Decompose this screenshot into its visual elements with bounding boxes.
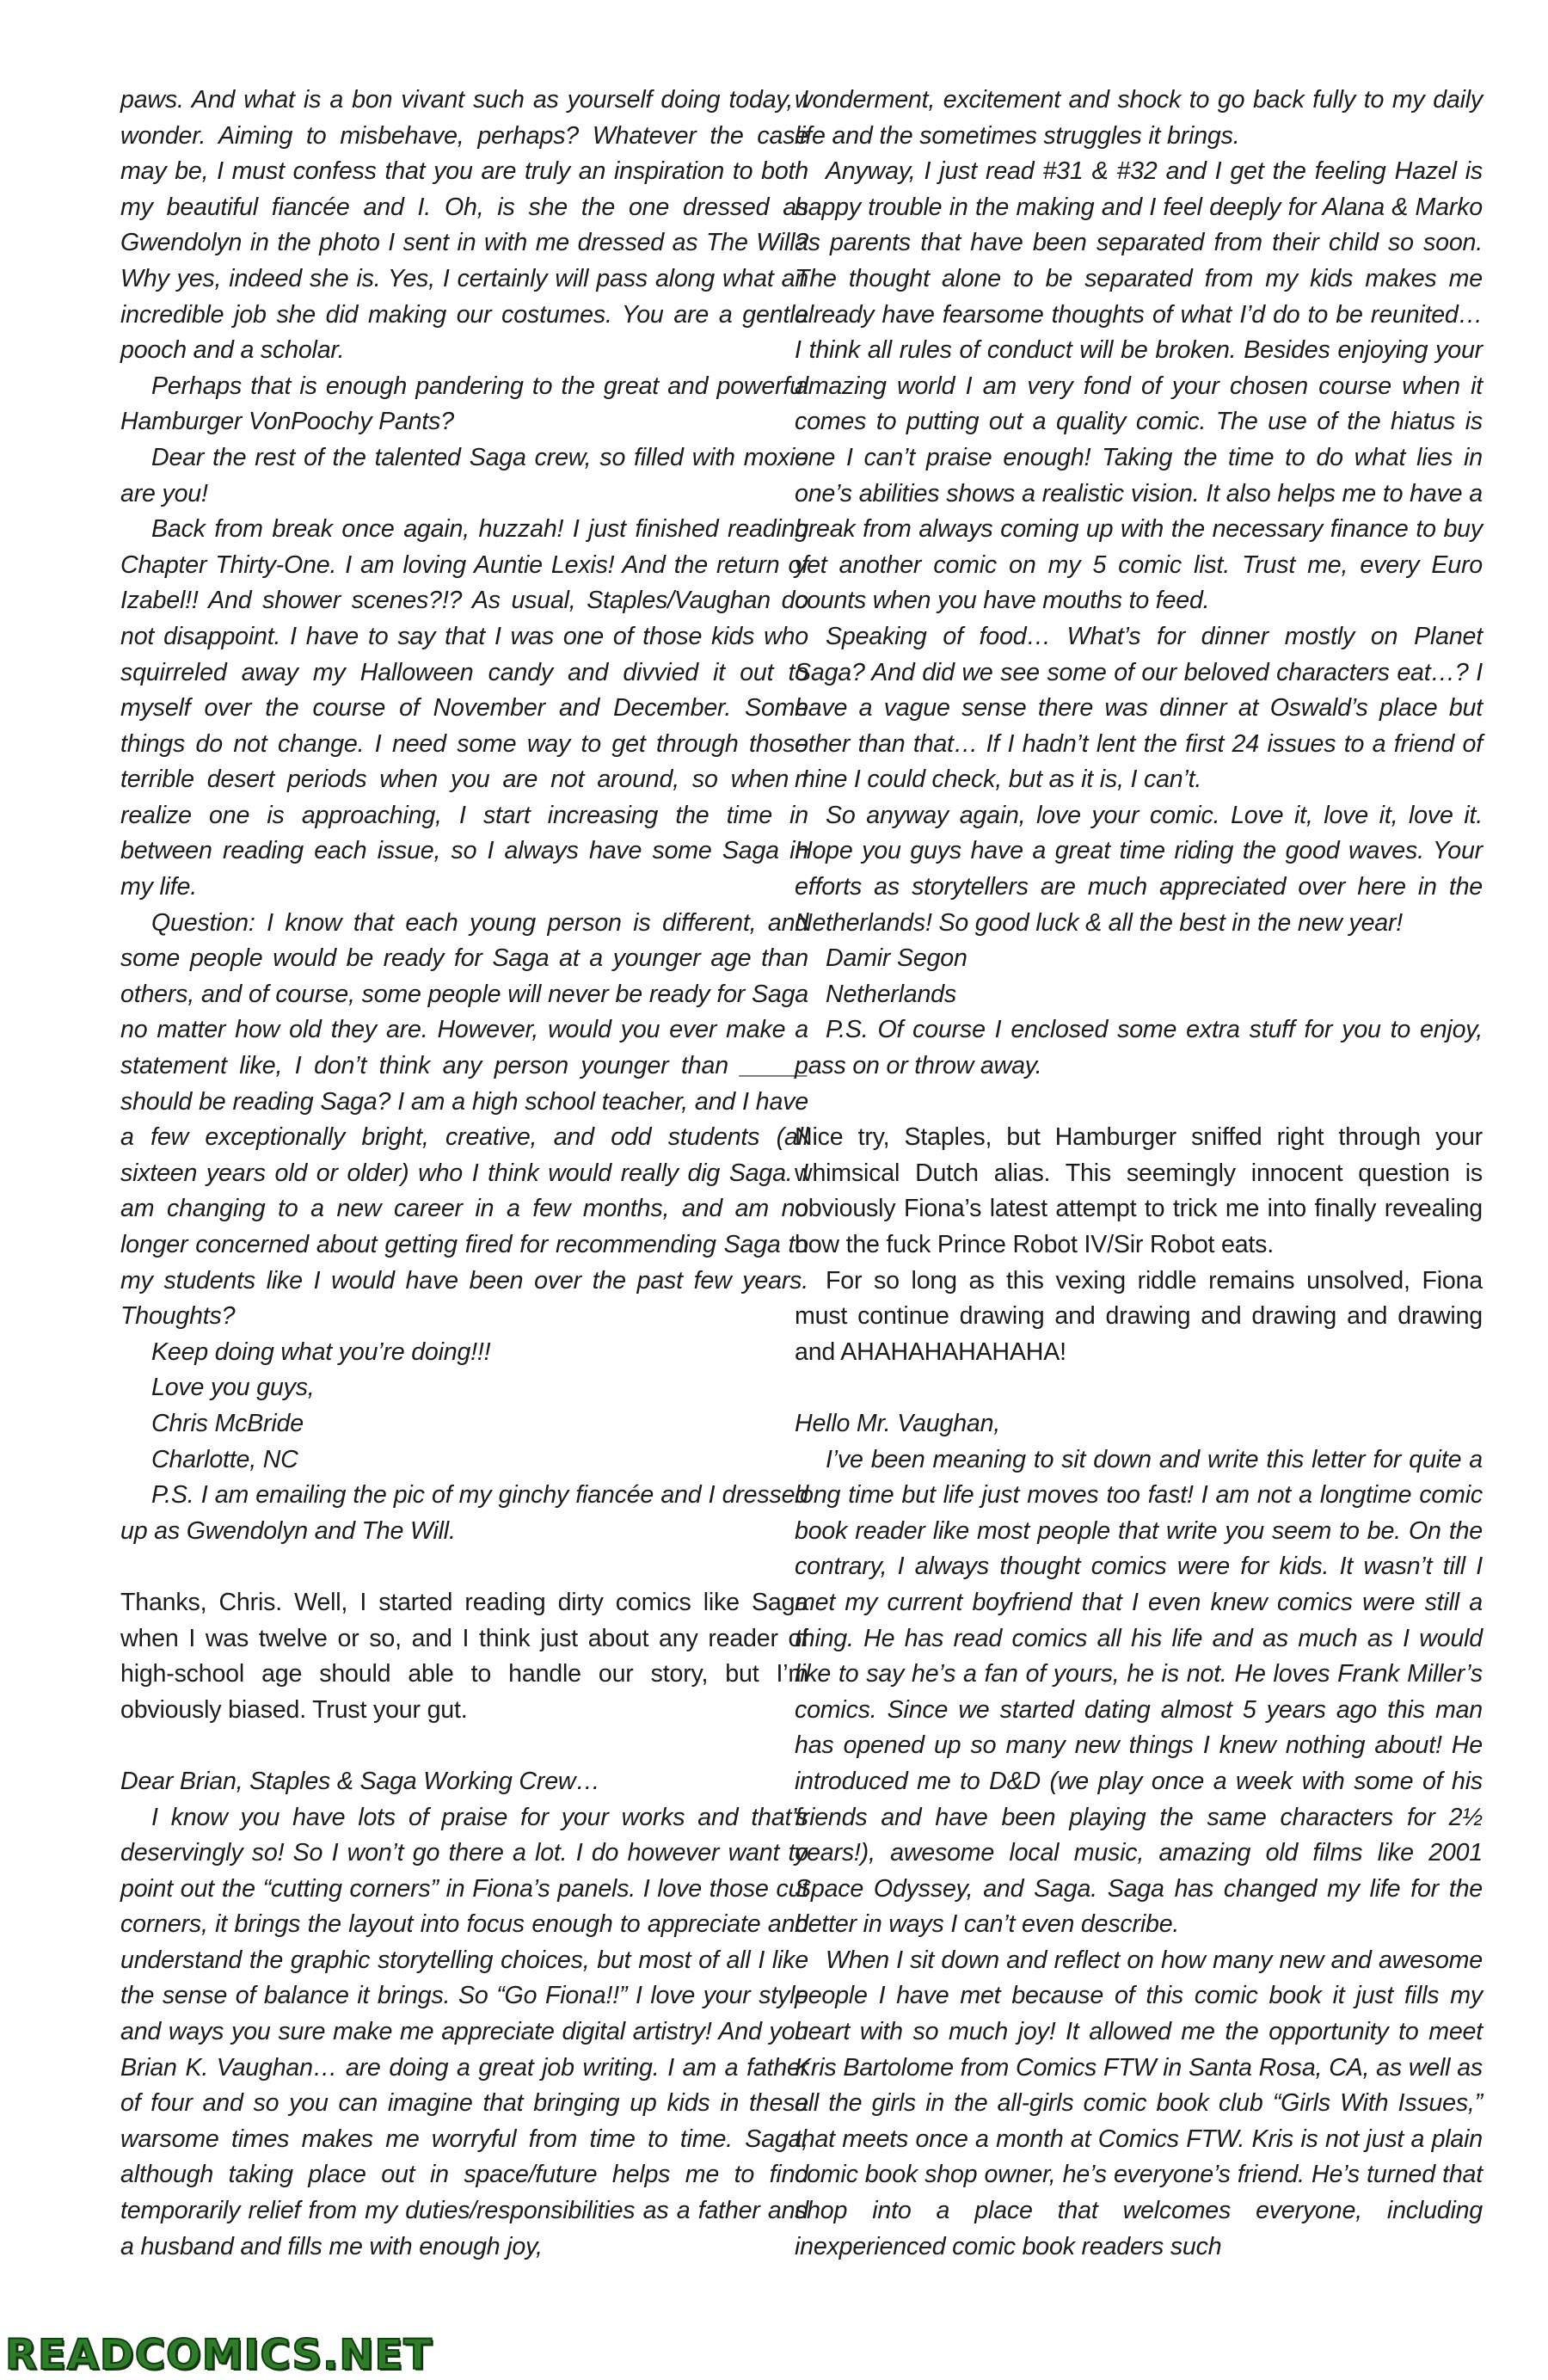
letter-salutation: Hello Mr. Vaughan, [795,1409,1001,1437]
letter-paragraph: Back from break once again, huzzah! I just finished reading Chapter Thirty-One. I am loving Auntie Lexis! And the return of Izabel!! And shower scenes?!? As usual, Staples/Vaughan do not disappoint. I have to say that I was one of those kids who squirreled away my Halloween candy and divvied it out to myself over the course of November and December. Some things do not change. I need some way to get through those terrible desert periods when you are not around, so when I realize one is approaching, I start increasing the time in between reading each issue, so I always have some Saga in my life. [120,515,808,901]
letter-paragraph: So anyway again, love your comic. Love it, love it, love it. Hope you guys have a great time riding the good waves. Your efforts as storytellers are much appreciated over here in the Netherlands! So good luck & all the best in the new year! [795,801,1483,937]
letter-author: Chris McBride [151,1409,304,1437]
letter-signoff: Keep doing what you’re doing!!! [151,1338,491,1366]
letter-salutation: Dear Brian, Staples & Saga Working Crew… [120,1767,600,1795]
letter-paragraph: I’ve been meaning to sit down and write this letter for quite a long time but life just moves too fast! I am not a longtime comic book reader like most people that write you seem to be. On the contrary, I always thought comics were for kids. It wasn’t till I met my current boyfriend that I even knew comics were still a thing. He has read comics all his life and as much as I would like to say he’s a fan of yours, he is not. He loves Frank Miller’s comics. Since we started dating almost 5 years ago this man has opened up so many new things I knew nothing about! He introduced me to D&D (we play once a week with some of his friends and have been playing the same characters for 2½ years!), awesome local music, amazing old films like 2001 Space Odyssey, and Saga. Saga has changed my life for the better in ways I can’t even describe. [795,1445,1483,1939]
spacer [120,1728,808,1764]
editor-reply: Thanks, Chris. Well, I started reading dirty comics like Saga when I was twelve or so, and I think just about any reader of high-school age should able to handle our story, but I’m obviously biased. Trust your gut. [120,1588,808,1724]
letter-paragraph: Speaking of food… What’s for dinner mostly on Planet Saga? And did we see some of our beloved characters eat…? I have a vague sense there was dinner at Oswald’s place but other than that… If I hadn’t lent the first 24 issues to a friend of mine I could check, but as it is, I can’t. [795,622,1483,794]
letter-paragraph: Question: I know that each young person is different, and some people would be ready for Saga at a younger age than others, and of course, some people will never be ready for Saga no matter how old they are. However, would you ever make a statement like, I don’t think any person younger than _____ should be reading Saga? I am a high school teacher, and I have a few exceptionally bright, creative, and odd students (all sixteen years old or older) who I think would really dig Saga. I am changing to a new career in a few months, and am no longer concerned about getting fired for recommending Saga to my students like I would have been over the past few years. Thoughts? [120,908,808,1331]
spacer [795,1085,1483,1121]
letter-postscript: P.S. I am emailing the pic of my ginchy fiancée and I dressed up as Gwendolyn and The Will. [120,1481,808,1545]
left-column [120,83,808,2265]
letter-paragraph: Anyway, I just read #31 & #32 and I get the feeling Hazel is happy trouble in the making and I feel deeply for Alana & Marko as parents that have been separated from their child so soon. The thought alone to be separated from my kids makes me already have fearsome thoughts of what I’d do to be reunited… I think all rules of conduct will be broken. Besides enjoying your amazing world I am very fond of your chosen course when it comes to putting out a quality comic. The use of the hiatus is one I can’t praise enough! Taking the time to do what lies in one’s abilities shows a realistic vision. It also helps me to have a break from always coming up with the necessary finance to buy yet another comic on my 5 comic list. Trust me, every Euro counts when you have mouths to feed. [795,157,1483,615]
editor-reply: For so long as this vexing riddle remains unsolved, Fiona must continue drawing and drawing and drawing and drawing and AHAHAHAHAHAHA! [795,1266,1483,1366]
letter-paragraph: When I sit down and reflect on how many new and awesome people I have met because of this comic book it just fills my heart with so much joy! It allowed me the opportunity to meet Kris Bartolome from Comics FTW in Santa Rosa, CA, as well as all the girls in the all-girls comic book club “Girls With Issues,” that meets once a month at Comics FTW. Kris is not just a plain comic book shop owner, he’s everyone’s friend. He’s turned that shop into a place that welcomes everyone, including inexperienced comic book readers such [795,1946,1483,2260]
letter-author: Damir Segon [826,944,968,973]
watermark-logo: READCOMICS.NET [5,2331,433,2379]
letter-paragraph: Dear the rest of the talented Saga crew, so filled with moxie are you! [120,443,808,507]
letter-location: Charlotte, NC [151,1445,298,1473]
letter-paragraph: Perhaps that is enough pandering to the great and powerful Hamburger VonPoochy Pants? [120,372,808,436]
letter-signoff: Love you guys, [151,1374,315,1402]
letter-paragraph: paws. And what is a bon vivant such as yourself doing today, I wonder. Aiming to misbehave, perhaps? Whatever the case may be, I must confess that you are truly an inspiration to both my beautiful fiancée and I. Oh, is she the one dressed as Gwendolyn in the photo I sent in with me dressed as The Will? Why yes, indeed she is. Yes, I certainly will pass along what an incredible job she did making our costumes. You are a gentle pooch and a scholar. [120,86,808,365]
right-column [795,83,1483,2265]
letter-postscript: P.S. Of course I enclosed some extra stuff for you to enjoy, pass on or throw away. [795,1016,1483,1080]
spacer [795,1370,1483,1406]
letter-location: Netherlands [826,980,956,1008]
letter-paragraph: wonderment, excitement and shock to go back fully to my daily life and the sometimes struggles it brings. [795,86,1483,150]
letter-paragraph: I know you have lots of praise for your works and that’s deservingly so! So I won’t go there a lot. I do however want to point out the “cutting corners” in Fiona’s panels. I love those cut corners, it brings the layout into focus enough to appreciate and understand the graphic storytelling choices, but most of all I like the sense of balance it brings. So “Go Fiona!!” I love your style and ways you sure make me appreciate digital artistry! And you Brian K. Vaughan… are doing a great job writing. I am a father of four and so you can imagine that bringing up kids in these warsome times makes me worryful from time to time. Saga, although taking place out in space/future helps me to find temporarily relief from my duties/responsibilities as a father and a husband and fills me with enough joy, [120,1803,808,2260]
editor-reply: Nice try, Staples, but Hamburger sniffed right through your whimsical Dutch alias. This seemingly innocent question is obviously Fiona’s latest attempt to trick me into finally revealing how the fuck Prince Robot IV/Sir Robot eats. [795,1123,1483,1258]
spacer [120,1549,808,1585]
